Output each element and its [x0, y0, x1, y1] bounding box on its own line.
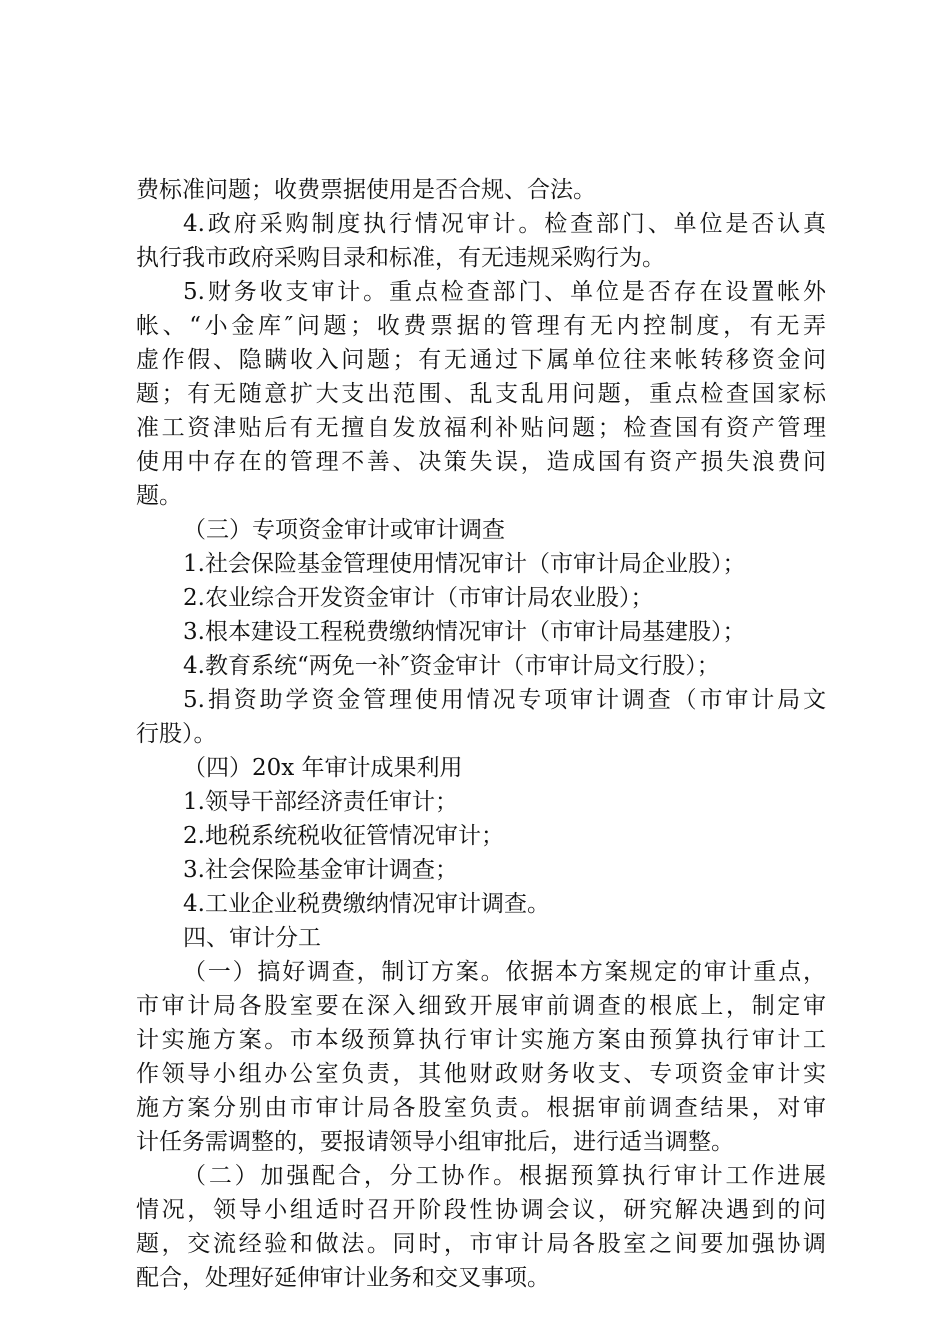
- text-line: 作领导小组办公室负责，其他财政财务收支、专项资金审计实: [136, 1061, 826, 1087]
- text-line: 虚作假、隐瞒收入问题；有无通过下属单位往来帐转移资金问: [136, 347, 826, 373]
- text-line: 4.政府采购制度执行情况审计。检查部门、单位是否认真: [183, 211, 826, 237]
- text-line: 5.财务收支审计。重点检查部门、单位是否存在设置帐外: [183, 279, 826, 305]
- text-line: 题。: [136, 483, 182, 509]
- list-item: 4.工业企业税费缴纳情况审计调查。: [183, 891, 550, 917]
- text-line: 帐、“小金库″问题；收费票据的管理有无内控制度，有无弄: [136, 313, 826, 339]
- text-line: 计实施方案。市本级预算执行审计实施方案由预算执行审计工: [136, 1027, 826, 1053]
- list-item: 2.农业综合开发资金审计（市审计局农业股）；: [183, 585, 654, 611]
- list-item: 1.社会保险基金管理使用情况审计（市审计局企业股）；: [183, 551, 746, 577]
- text-line: 配合，处理好延伸审计业务和交叉事项。: [136, 1265, 550, 1291]
- text-line: （一）搞好调查，制订方案。依据本方案规定的审计重点，: [183, 959, 826, 985]
- text-line: 计任务需调整的，要报请领导小组审批后，进行适当调整。: [136, 1129, 734, 1155]
- section-heading: 四、审计分工: [183, 925, 321, 951]
- text-line: 使用中存在的管理不善、决策失误，造成国有资产损失浪费问: [136, 449, 826, 475]
- section-heading: （四）20x 年审计成果利用: [183, 755, 463, 781]
- text-line: （二）加强配合，分工协作。根据预算执行审计工作进展: [183, 1163, 826, 1189]
- text-line: 题；有无随意扩大支出范围、乱支乱用问题，重点检查国家标: [136, 381, 826, 407]
- list-item: 1.领导干部经济责任审计；: [183, 789, 458, 815]
- text-line: 情况，领导小组适时召开阶段性协调会议，研究解决遇到的问: [136, 1197, 826, 1223]
- text-line: 准工资津贴后有无擅自发放福利补贴问题；检查国有资产管理: [136, 415, 826, 441]
- text-line: 题，交流经验和做法。同时，市审计局各股室之间要加强协调: [136, 1231, 826, 1257]
- list-item: 5.捐资助学资金管理使用情况专项审计调查（市审计局文: [183, 687, 826, 713]
- list-item: 4.教育系统“两免一补″资金审计（市审计局文行股）；: [183, 653, 720, 679]
- list-item: 3.根本建设工程税费缴纳情况审计（市审计局基建股）；: [183, 619, 746, 645]
- list-item: 2.地税系统税收征管情况审计；: [183, 823, 504, 849]
- text-line: 行股）。: [136, 721, 217, 747]
- text-line: 市审计局各股室要在深入细致开展审前调查的根底上，制定审: [136, 993, 826, 1019]
- list-item: 3.社会保险基金审计调查；: [183, 857, 458, 883]
- text-line: 费标准问题；收费票据使用是否合规、合法。: [136, 177, 596, 203]
- section-heading: （三）专项资金审计或审计调查: [183, 517, 505, 543]
- text-line: 施方案分别由市审计局各股室负责。根据审前调查结果，对审: [136, 1095, 826, 1121]
- text-line: 执行我市政府采购目录和标准，有无违规采购行为。: [136, 245, 665, 271]
